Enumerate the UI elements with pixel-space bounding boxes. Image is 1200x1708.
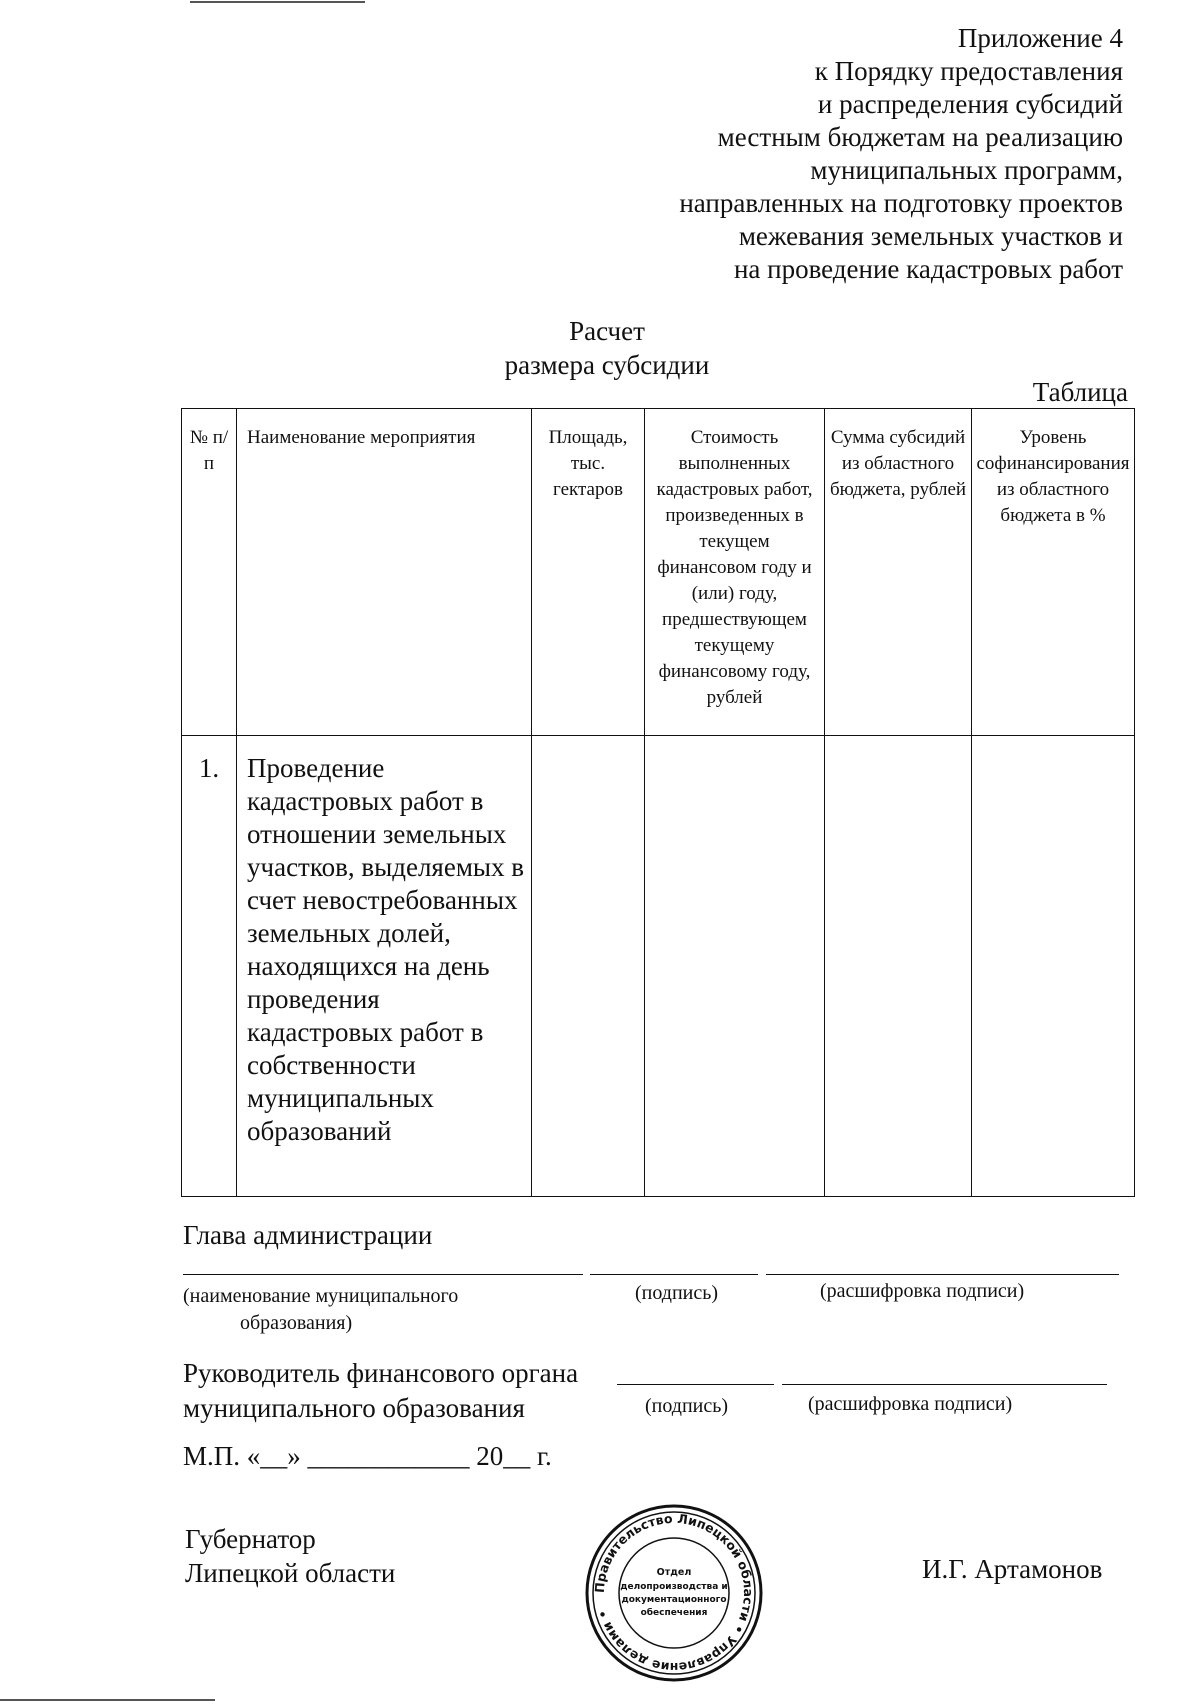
table-header-row [182, 409, 1135, 736]
header-cost: Стоимость выполненных кадастровых работ, произведенных в текущем финансовом году и (или) году, предшествующем текущему финансовому году, рублей [645, 409, 825, 736]
row-number: 1. [182, 736, 237, 1197]
municipality-signature-line [183, 1274, 583, 1275]
row-subsidy [825, 736, 972, 1197]
finance-head-label: Руководитель финансового органа [183, 1358, 579, 1388]
signature-caption: (подпись) [635, 1282, 719, 1304]
seal-ring-text: Правительство Липецкой области • Управление делами • [591, 1510, 757, 1676]
appendix-line: к Порядку предоставления [814, 56, 1123, 86]
header-cofinancing-level: Уровень софинансирования из областного бюджета в % [972, 409, 1135, 736]
finance-head-label-cont: муниципального образования [183, 1393, 525, 1423]
scan-edge-top [190, 1, 365, 3]
appendix-line: и распределения субсидий [817, 89, 1123, 119]
governor-title: Губернатор [185, 1524, 316, 1554]
header-number: № п/п [182, 409, 237, 736]
row-cost [645, 736, 825, 1197]
finance-signature-caption: (подпись) [645, 1395, 729, 1417]
seal-center-line: делопроизводства и [620, 1582, 728, 1592]
table-row [182, 736, 1135, 1197]
appendix-line: межевания земельных участков и [738, 221, 1123, 251]
header-subsidy-sum: Сумма субсидий из областного бюджета, рублей [825, 409, 972, 736]
decoding-caption: (расшифровка подписи) [820, 1280, 1025, 1302]
governor-region: Липецкой области [185, 1558, 396, 1588]
appendix-line: местным бюджетам на реализацию [717, 122, 1123, 152]
finance-signature-line [617, 1384, 774, 1385]
stamp-date-line: М.П. «__» ____________ 20__ г. [183, 1441, 552, 1471]
document-subtitle: размера субсидии [504, 350, 710, 380]
municipality-caption: (наименование муниципального [183, 1285, 459, 1307]
row-level [972, 736, 1135, 1197]
row-area [532, 736, 645, 1197]
seal-center-line: Отдел [656, 1567, 692, 1578]
governor-name: И.Г. Артамонов [922, 1554, 1103, 1584]
head-signature-line [590, 1274, 758, 1275]
head-of-administration-label: Глава администрации [183, 1220, 433, 1250]
seal-center-line: документационного [621, 1595, 727, 1605]
appendix-header [679, 22, 1123, 286]
seal-center-line: обеспечения [640, 1608, 708, 1618]
head-decoding-line [766, 1274, 1119, 1275]
official-seal [584, 1503, 764, 1683]
appendix-line: на проведение кадастровых работ [733, 254, 1123, 284]
municipality-caption-cont: образования) [240, 1312, 353, 1334]
subsidy-table [181, 408, 1135, 1197]
appendix-line: муниципальных программ, [810, 155, 1123, 185]
scan-edge-bottom [0, 1699, 215, 1701]
appendix-line: Приложение 4 [957, 23, 1123, 53]
row-activity-name: Проведение кадастровых работ в отношении земельных участков, выделяемых в счет невостребованных земельных долей, находящихся на день проведения кадастровых работ в собственности муниципальных образований [237, 736, 532, 1197]
header-area: Площадь, тыс. гектаров [532, 409, 645, 736]
appendix-line: направленных на подготовку проектов [679, 188, 1123, 218]
header-activity-name: Наименование мероприятия [237, 409, 532, 736]
table-label: Таблица [1032, 377, 1128, 407]
finance-decoding-caption: (расшифровка подписи) [808, 1393, 1013, 1415]
finance-decoding-line [782, 1384, 1107, 1385]
document-title: Расчет [569, 316, 645, 346]
